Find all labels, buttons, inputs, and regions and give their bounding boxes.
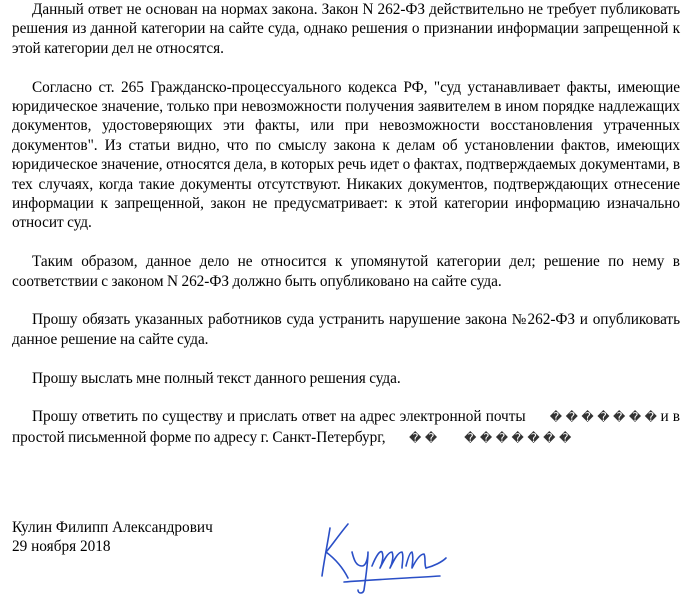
redacted-email: �������	[549, 410, 661, 425]
paragraph-4: Прошу обязать указанных работников суда устранить нарушение закона №262-ФЗ и опубликовать данное решение на сайте суда.	[12, 311, 680, 348]
paragraph-1: Данный ответ не основан на нормах закона. Закон N 262-ФЗ действительно не требует публиковать решения из данной категории на сайте суда, однако решения о признании информации запрещенной к этой категории дел не относятся.	[12, 1, 680, 57]
paragraph-6-text-start: Прошу ответить по существу и прислать ответ на адрес электронной почты	[32, 408, 530, 426]
paragraph-6-text-middle: и в простой письменной форме по адресу г. Санкт-Петербург,	[12, 408, 680, 446]
paragraph-3: Таким образом, данное дело не относится к упомянутой категории дел; решение по нему в соответствии с законом N 262-ФЗ должно быть опубликовано на сайте суда.	[12, 253, 680, 290]
document-date: 29 ноября 2018	[12, 538, 111, 556]
handwritten-signature	[308, 506, 458, 596]
redacted-address-end: �������	[464, 430, 575, 445]
letter-body	[12, 0, 680, 468]
redacted-address-start: ��	[409, 430, 441, 445]
signer-block	[12, 518, 213, 557]
paragraph-6	[12, 407, 680, 448]
signer-name: Кулин Филипп Александрович	[12, 519, 213, 536]
paragraph-5: Прошу выслать мне полный текст данного решения суда.	[32, 369, 401, 387]
paragraph-2: Согласно ст. 265 Гражданско-процессуального кодекса РФ, "суд устанавливает факты, имеющие юридическое значение, только при невозможности получения заявителем в ином порядке надлежащих документов, удостоверяющих эти факты, или при невозможности восстановления утраченных документов". Из статьи видно, что по смыслу закона к делам об установлении фактов, имеющих юридическое значение, относятся дела, в которых речь идет о фактах, подтверждаемых документами, в тех случаях, когда такие документы отсутствуют. Никаких документов, подтверждающих отнесение информации к запрещенной, закон не предусматривает: к этой категории информацию изначально относит суд.	[12, 78, 680, 232]
